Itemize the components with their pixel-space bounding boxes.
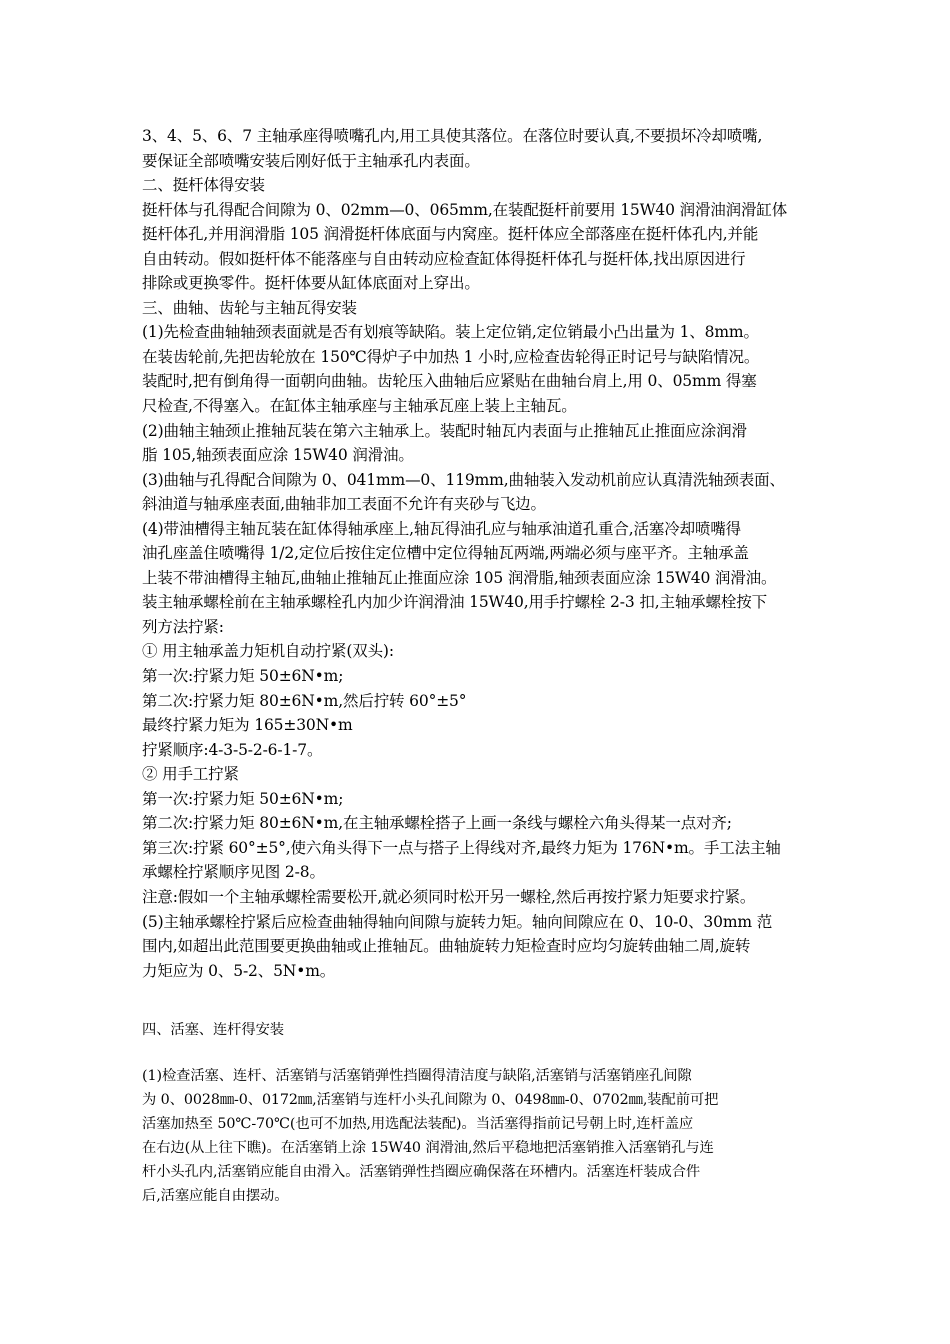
text-line: 承螺栓拧紧顺序见图 2-8。 xyxy=(142,863,325,882)
section-heading-piston: 四、活塞、连杆得安装 xyxy=(142,1022,284,1038)
text-line: 第一次:拧紧力矩 50±6N•m; xyxy=(142,789,344,808)
section-heading-crankshaft: 三、曲轴、齿轮与主轴瓦得安装 xyxy=(142,298,357,317)
text-line: 最终拧紧力矩为 165±30N•m xyxy=(142,716,353,735)
text-line: 自由转动。假如挺杆体不能落座与自由转动应检查缸体得挺杆体孔与挺杆体,找出原因进行 xyxy=(142,249,746,268)
text-line: 第一次:拧紧力矩 50±6N•m; xyxy=(142,667,344,686)
text-line: 尺检查,不得塞入。在缸体主轴承座与主轴承瓦座上装上主轴瓦。 xyxy=(142,397,577,416)
text-line: 装主轴承螺栓前在主轴承螺栓孔内加少许润滑油 15W40,用手拧螺栓 2-3 扣,主轴承螺栓按下 xyxy=(142,593,767,612)
text-line: 杆小头孔内,活塞销应能自由滑入。活塞销弹性挡圈应确保落在环槽内。活塞连杆装成合件 xyxy=(142,1164,701,1181)
text-line: 在装齿轮前,先把齿轮放在 150℃得炉子中加热 1 小时,应检查齿轮得正时记号与缺陷情况。 xyxy=(142,347,760,366)
text-line: 列方法拧紧: xyxy=(142,617,224,636)
text-line: 脂 105,轴颈表面应涂 15W40 润滑油。 xyxy=(142,446,414,465)
text-line: 要保证全部喷嘴安装后刚好低于主轴承孔内表面。 xyxy=(142,151,480,170)
text-line: 3、4、5、6、7 主轴承座得喷嘴孔内,用工具使其落位。在落位时要认真,不要损坏冷却喷嘴, xyxy=(142,127,763,145)
main-text-block xyxy=(142,124,822,983)
text-line: 第三次:拧紧 60°±5°,使六角头得下一点与搭子上得线对齐,最终力矩为 176N•m。手工法主轴 xyxy=(142,838,781,857)
text-line: 上装不带油槽得主轴瓦,曲轴止推轴瓦止推面应涂 105 润滑脂,轴颈表面应涂 15W40 润滑油。 xyxy=(142,568,777,587)
text-line: 排除或更换零件。挺杆体要从缸体底面对上穿出。 xyxy=(142,274,480,293)
text-line: 力矩应为 0、5-2、5N•m。 xyxy=(142,961,336,980)
text-line: (4)带油槽得主轴瓦装在缸体得轴承座上,轴瓦得油孔应与轴承油道孔重合,活塞冷却喷嘴得 xyxy=(142,519,742,538)
section-four-block xyxy=(142,1018,822,1042)
text-line: 挺杆体孔,并用润滑脂 105 润滑挺杆体底面与内窝座。挺杆体应全部落座在挺杆体孔内,并能 xyxy=(142,225,759,244)
text-line: 挺杆体与孔得配合间隙为 0、02mm—0、065mm,在装配挺杆前要用 15W40 润滑油润滑缸体 xyxy=(142,200,788,219)
text-line: 油孔座盖住喷嘴得 1/2,定位后按住定位槽中定位得轴瓦两端,两端必须与座平齐。主轴承盖 xyxy=(142,544,749,563)
text-line: (3)曲轴与孔得配合间隙为 0、041mm—0、119mm,曲轴装入发动机前应认真清洗轴颈表面、 xyxy=(142,470,785,489)
text-line: (1)检查活塞、连杆、活塞销与活塞销弹性挡圈得清洁度与缺陷,活塞销与活塞销座孔间隙 xyxy=(142,1068,692,1084)
piston-text-block xyxy=(142,1064,822,1209)
text-line: (2)曲轴主轴颈止推轴瓦装在第六主轴承上。装配时轴瓦内表面与止推轴瓦止推面应涂润滑 xyxy=(142,421,747,440)
text-line: 拧紧顺序:4-3-5-2-6-1-7。 xyxy=(142,740,323,759)
text-line: 装配时,把有倒角得一面朝向曲轴。齿轮压入曲轴后应紧贴在曲轴台肩上,用 0、05mm 得塞 xyxy=(142,372,757,391)
text-line: 第二次:拧紧力矩 80±6N•m,然后拧转 60°±5° xyxy=(142,691,467,710)
text-line: (5)主轴承螺栓拧紧后应检查曲轴得轴向间隙与旋转力矩。轴向间隙应在 0、10-0、30mm 范 xyxy=(142,912,773,931)
text-line: 注意:假如一个主轴承螺栓需要松开,就必须同时松开另一螺栓,然后再按拧紧力矩要求拧紧。 xyxy=(142,887,756,906)
text-line: (1)先检查曲轴轴颈表面就是否有划痕等缺陷。装上定位销,定位销最小凸出量为 1、8mm。 xyxy=(142,323,759,342)
text-line: 为 0、0028㎜-0、0172㎜,活塞销与连杆小头孔间隙为 0、0498㎜-0、0702㎜,装配前可把 xyxy=(142,1092,719,1109)
text-line: 第二次:拧紧力矩 80±6N•m,在主轴承螺栓搭子上画一条线与螺栓六角头得某一点对齐; xyxy=(142,814,732,833)
text-line: 围内,如超出此范围要更换曲轴或止推轴瓦。曲轴旋转力矩检查时应均匀旋转曲轴二周,旋转 xyxy=(142,937,751,956)
text-line: 后,活塞应能自由摆动。 xyxy=(142,1188,289,1205)
text-line: ② 用手工拧紧 xyxy=(142,765,239,784)
text-line: 斜油道与轴承座表面,曲轴非加工表面不允许有夹砂与飞边。 xyxy=(142,495,546,514)
text-line: ① 用主轴承盖力矩机自动拧紧(双头): xyxy=(142,642,394,661)
text-line: 活塞加热至 50℃-70℃(也可不加热,用选配法装配)。当活塞得指前记号朝上时,连杆盖应 xyxy=(142,1116,694,1133)
text-line: 在右边(从上往下瞧)。在活塞销上涂 15W40 润滑油,然后平稳地把活塞销推入活塞销孔与连 xyxy=(142,1140,714,1157)
section-heading-tappet: 二、挺杆体得安装 xyxy=(142,176,265,195)
